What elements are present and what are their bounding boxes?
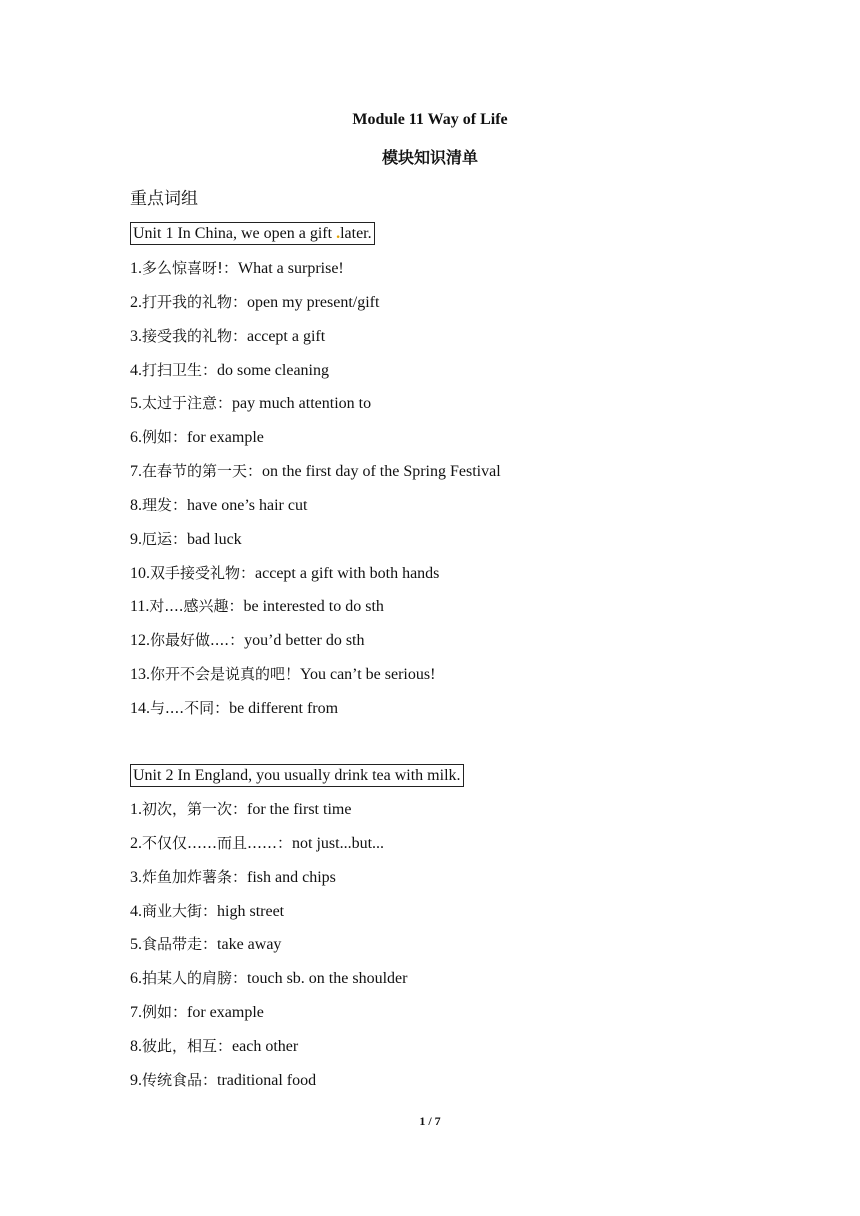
phrase-number: 8. xyxy=(130,1037,142,1055)
phrase-number: 4. xyxy=(130,361,142,379)
unit2-heading: Unit 2 In England, you usually drink tea with milk. xyxy=(130,764,464,787)
phrase-english: not just...but... xyxy=(292,834,385,852)
phrase-english: you’d better do sth xyxy=(244,632,365,650)
phrase-chinese: 接受我的礼物： xyxy=(142,326,248,345)
phrase-english: take away xyxy=(217,936,282,954)
phrase-item xyxy=(130,1070,407,1104)
phrase-chinese: 食品带走： xyxy=(142,935,218,954)
phrase-english: traditional food xyxy=(217,1071,317,1089)
phrase-item xyxy=(130,427,501,461)
phrase-chinese: 你开不会是说真的吧！ xyxy=(150,665,301,684)
phrase-item xyxy=(130,563,501,597)
phrase-english: for example xyxy=(187,429,264,447)
phrase-number: 2. xyxy=(130,293,142,311)
unit2-phrase-list xyxy=(130,799,407,1104)
phrase-chinese: 太过于注意： xyxy=(142,394,233,413)
phrase-number: 9. xyxy=(130,530,142,548)
phrase-item xyxy=(130,968,407,1002)
phrase-english: accept a gift xyxy=(247,327,326,345)
phrase-item xyxy=(130,1002,407,1036)
phrase-number: 9. xyxy=(130,1071,142,1089)
phrase-chinese: 拍某人的肩膀： xyxy=(142,969,248,988)
phrase-english: pay much attention to xyxy=(232,395,372,413)
phrase-english: What a surprise! xyxy=(238,260,344,277)
page-number: 1 / 7 xyxy=(419,1114,441,1128)
phrase-chinese: 不仅仅……而且……： xyxy=(142,833,293,852)
phrase-item xyxy=(130,698,501,732)
phrase-english: You can’t be serious! xyxy=(300,666,436,684)
phrase-chinese: 传统食品： xyxy=(142,1070,218,1089)
phrase-number: 3. xyxy=(130,868,142,886)
phrase-english: have one’s hair cut xyxy=(187,496,308,514)
phrase-number: 5. xyxy=(130,936,142,954)
phrase-number: 3. xyxy=(130,327,142,345)
unit1-phrase-list xyxy=(130,258,501,732)
phrase-item xyxy=(130,326,501,360)
phrase-english: each other xyxy=(232,1037,299,1055)
phrase-item xyxy=(130,1036,407,1070)
document-subtitle: 模块知识清单 xyxy=(381,148,478,167)
phrase-english: bad luck xyxy=(187,530,242,548)
phrase-english: on the first day of the Spring Festival xyxy=(262,463,501,481)
phrase-english: be interested to do sth xyxy=(243,598,384,616)
phrase-chinese: 在春节的第一天： xyxy=(142,462,263,481)
phrase-number: 5. xyxy=(130,395,142,413)
phrase-chinese: 炸鱼加炸薯条： xyxy=(142,867,248,886)
phrase-english: accept a gift with both hands xyxy=(255,564,440,582)
phrase-number: 14. xyxy=(130,699,150,717)
phrase-item xyxy=(130,495,501,529)
phrase-item xyxy=(130,901,407,935)
unit1-heading-end: later. xyxy=(340,225,372,242)
phrase-item xyxy=(130,664,501,698)
phrase-item xyxy=(130,292,501,326)
phrase-english: open my present/gift xyxy=(247,293,380,311)
phrase-english: for example xyxy=(187,1004,264,1022)
phrase-english: high street xyxy=(217,902,285,920)
phrase-chinese: 多么惊喜呀!： xyxy=(142,259,239,277)
phrase-item xyxy=(130,393,501,427)
phrase-number: 7. xyxy=(130,463,142,481)
phrase-number: 11. xyxy=(130,598,150,616)
phrase-number: 12. xyxy=(130,632,150,650)
phrase-chinese: 初次，第一次： xyxy=(142,800,248,818)
phrase-item xyxy=(130,867,407,901)
phrase-english: fish and chips xyxy=(247,868,336,886)
phrase-number: 1. xyxy=(130,801,142,818)
phrase-item xyxy=(130,461,501,495)
phrase-english: be different from xyxy=(229,699,339,717)
phrase-item xyxy=(130,360,501,394)
phrase-chinese: 打开我的礼物： xyxy=(142,292,248,311)
phrase-item xyxy=(130,258,501,292)
document-title: Module 11 Way of Life xyxy=(352,111,508,128)
phrase-english: for the first time xyxy=(247,801,352,818)
phrase-english: touch sb. on the shoulder xyxy=(247,970,408,988)
phrase-number: 10. xyxy=(130,564,150,582)
phrase-chinese: 双手接受礼物： xyxy=(150,563,256,582)
phrase-number: 2. xyxy=(130,834,142,852)
phrase-number: 6. xyxy=(130,429,142,447)
phrase-item xyxy=(130,833,407,867)
phrase-chinese: 厄运： xyxy=(142,529,188,548)
phrase-chinese: 例如： xyxy=(142,1003,188,1022)
phrase-item xyxy=(130,529,501,563)
phrase-chinese: 你最好做....： xyxy=(150,631,245,650)
phrase-item xyxy=(130,630,501,664)
unit1-heading xyxy=(130,222,375,245)
phrase-chinese: 商业大街： xyxy=(142,901,218,920)
phrase-number: 7. xyxy=(130,1004,142,1022)
phrase-english: do some cleaning xyxy=(217,361,329,379)
unit1-heading-text: Unit 1 In China, we open a gift xyxy=(133,225,337,242)
phrase-number: 6. xyxy=(130,970,142,988)
phrase-number: 4. xyxy=(130,902,142,920)
phrase-chinese: 对....感兴趣： xyxy=(149,597,244,616)
phrase-chinese: 例如： xyxy=(142,428,188,447)
phrase-chinese: 打扫卫生： xyxy=(142,360,218,379)
phrase-item xyxy=(130,596,501,630)
phrase-number: 1. xyxy=(130,260,142,277)
phrase-item xyxy=(130,934,407,968)
phrase-chinese: 理发： xyxy=(142,495,188,514)
phrase-chinese: 彼此，相互： xyxy=(142,1036,233,1055)
phrase-chinese: 与....不同： xyxy=(150,698,230,717)
emphasis-dot: . xyxy=(336,225,341,242)
phrase-item xyxy=(130,799,407,833)
section-heading: 重点词组 xyxy=(130,189,198,209)
phrase-number: 13. xyxy=(130,666,150,684)
phrase-number: 8. xyxy=(130,496,142,514)
